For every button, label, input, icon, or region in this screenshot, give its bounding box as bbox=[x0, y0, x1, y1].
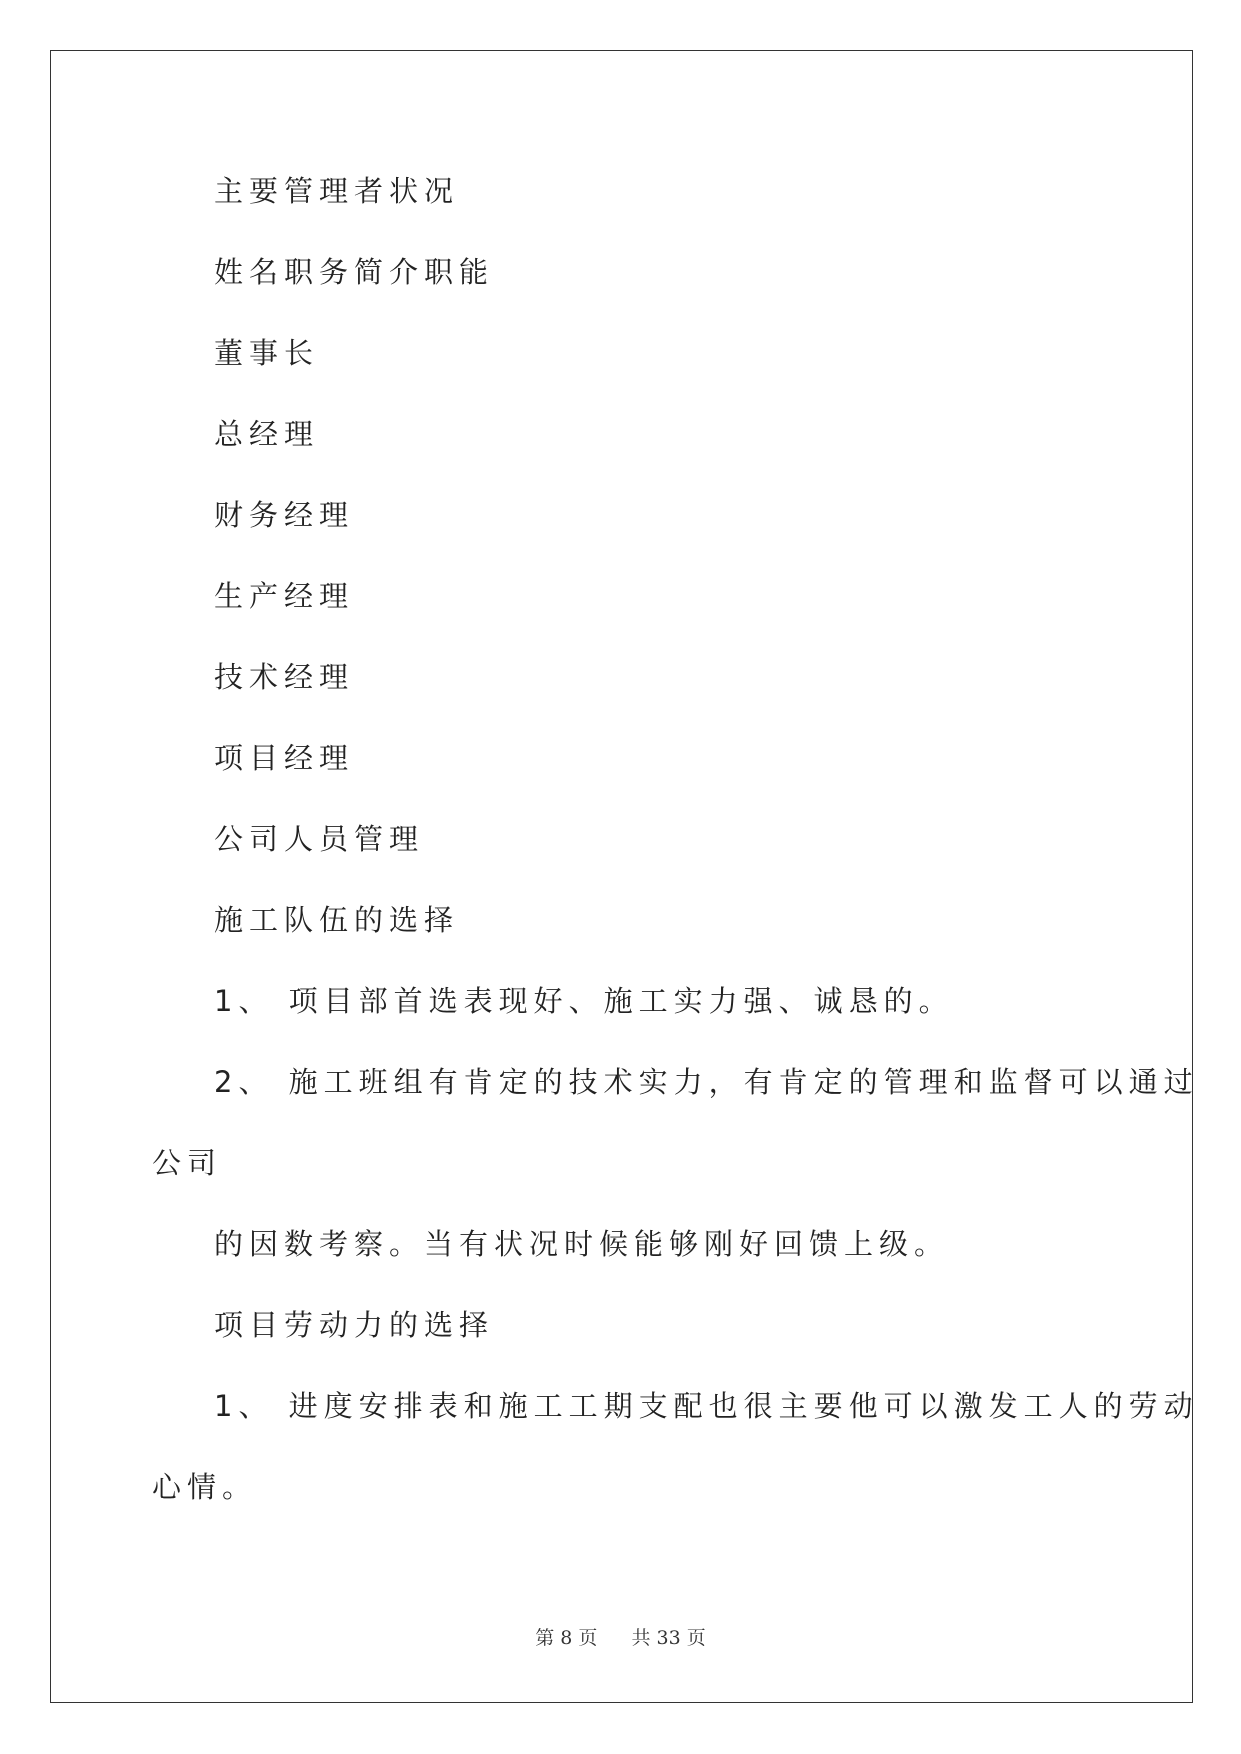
role-production-manager: 生产经理 bbox=[214, 579, 355, 613]
role-technical-manager: 技术经理 bbox=[214, 660, 355, 694]
heading-team-selection: 施工队伍的选择 bbox=[214, 903, 460, 937]
paragraph-item-2: 2、 施工班组有肯定的技术实力，有肯定的管理和监督可以通过 bbox=[214, 1065, 1199, 1099]
role-finance-manager: 财务经理 bbox=[214, 498, 355, 532]
table-header-line: 姓名职务简介职能 bbox=[214, 255, 495, 289]
page-number: 第 8 页 bbox=[535, 1627, 598, 1649]
page-footer bbox=[0, 1623, 1241, 1650]
page-total: 共 33 页 bbox=[631, 1627, 706, 1649]
role-chairman: 董事长 bbox=[214, 336, 320, 370]
paragraph-item-2-wrap: 公司 bbox=[152, 1146, 223, 1180]
paragraph-labor-item-1-wrap: 心情。 bbox=[152, 1470, 258, 1504]
role-project-manager: 项目经理 bbox=[214, 741, 355, 775]
page-border bbox=[50, 50, 1193, 1703]
heading-staff-management: 公司人员管理 bbox=[214, 822, 425, 856]
paragraph-item-1: 1、 项目部首选表现好、施工实力强、诚恳的。 bbox=[214, 984, 954, 1018]
paragraph-labor-item-1: 1、 进度安排表和施工工期支配也很主要他可以激发工人的劳动 bbox=[214, 1389, 1199, 1423]
heading-managers: 主要管理者状况 bbox=[214, 174, 460, 208]
heading-labor-selection: 项目劳动力的选择 bbox=[214, 1308, 495, 1342]
role-general-manager: 总经理 bbox=[214, 417, 320, 451]
paragraph-item-2-cont: 的因数考察。当有状况时候能够刚好回馈上级。 bbox=[214, 1227, 950, 1261]
